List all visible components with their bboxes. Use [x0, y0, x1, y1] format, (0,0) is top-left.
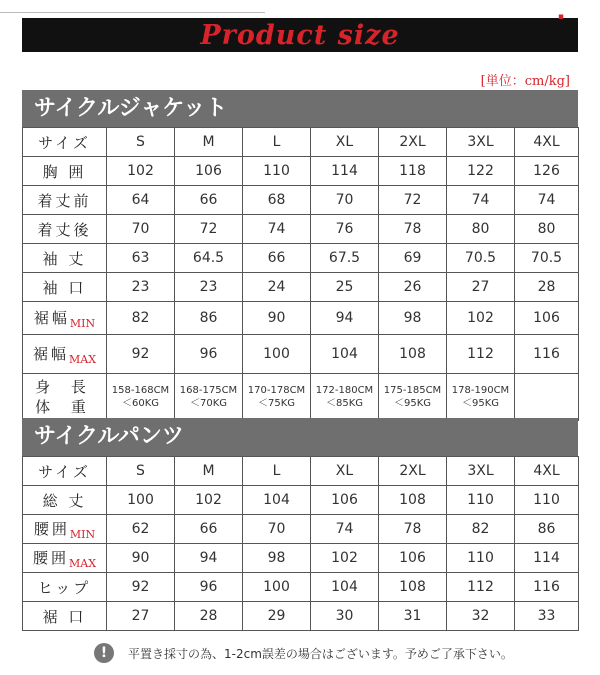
row-label-text: 胸 囲 — [42, 162, 87, 181]
fit-cell: 158-168CM ＜60KG — [107, 374, 175, 421]
table-cell: 67.5 — [311, 244, 379, 273]
table-cell: 25 — [311, 273, 379, 302]
table-cell: 86 — [515, 515, 579, 544]
row-label — [23, 128, 107, 157]
table-cell: 108 — [379, 335, 447, 374]
table-row — [23, 374, 579, 421]
row-label-text: サイズ — [38, 133, 91, 152]
table-row — [23, 157, 579, 186]
row-label-text: 着丈後 — [37, 220, 92, 239]
table-cell: 28 — [175, 602, 243, 631]
table-cell: 74 — [311, 515, 379, 544]
notice-text: 平置き採寸の為、1-2cm誤差の場合はございます。予めご了承下さい。 — [128, 646, 513, 661]
table-cell: 92 — [107, 335, 175, 374]
table-cell: 106 — [379, 544, 447, 573]
table-cell: 104 — [311, 335, 379, 374]
table-cell: 30 — [311, 602, 379, 631]
table-cell: 31 — [379, 602, 447, 631]
table-cell: 114 — [311, 157, 379, 186]
table-cell: XL — [311, 457, 379, 486]
table-cell: L — [243, 457, 311, 486]
row-label — [23, 602, 107, 631]
table-cell: M — [175, 457, 243, 486]
table-row — [23, 244, 579, 273]
table-cell: 102 — [311, 544, 379, 573]
table-row — [23, 215, 579, 244]
fit-cell: 168-175CM ＜70KG — [175, 374, 243, 421]
row-label-text: 腰囲 — [33, 519, 70, 538]
row-label — [23, 302, 107, 335]
table-cell: 29 — [243, 602, 311, 631]
table-cell: 32 — [447, 602, 515, 631]
table-cell: 76 — [311, 215, 379, 244]
table-cell: 23 — [107, 273, 175, 302]
table-row — [23, 602, 579, 631]
table-row — [23, 457, 579, 486]
row-label-tag: MIN — [69, 316, 96, 330]
table-cell: 108 — [379, 486, 447, 515]
table-cell: 64.5 — [175, 244, 243, 273]
table-row — [23, 302, 579, 335]
table-cell: 106 — [515, 302, 579, 335]
row-label — [23, 457, 107, 486]
table-row — [23, 515, 579, 544]
table-cell: 102 — [175, 486, 243, 515]
table-cell: 82 — [447, 515, 515, 544]
table-cell: 27 — [107, 602, 175, 631]
row-label: 身 長 体 重 — [23, 374, 107, 421]
row-label — [23, 244, 107, 273]
table-cell: 72 — [175, 215, 243, 244]
table-row — [23, 335, 579, 374]
table-cell: 98 — [379, 302, 447, 335]
row-label — [23, 486, 107, 515]
row-label — [23, 544, 107, 573]
fit-cell: 172-180CM ＜85KG — [311, 374, 379, 421]
table-cell: M — [175, 128, 243, 157]
table-cell: 70.5 — [515, 244, 579, 273]
pants-size-table — [22, 456, 579, 631]
table-cell: 104 — [243, 486, 311, 515]
row-label-text: 総 丈 — [42, 491, 87, 510]
table-cell: 27 — [447, 273, 515, 302]
table-cell: 70 — [311, 186, 379, 215]
table-row — [23, 544, 579, 573]
table-row — [23, 186, 579, 215]
table-cell: 104 — [311, 573, 379, 602]
row-label — [23, 215, 107, 244]
table-cell: 69 — [379, 244, 447, 273]
warning-icon: ! — [94, 643, 114, 663]
table-cell: 110 — [447, 486, 515, 515]
row-label-text: 裾幅 — [32, 344, 69, 363]
table-cell: XL — [311, 128, 379, 157]
table-cell: 66 — [243, 244, 311, 273]
table-cell: 102 — [107, 157, 175, 186]
table-cell: 110 — [243, 157, 311, 186]
table-cell: 106 — [311, 486, 379, 515]
table-cell: 74 — [447, 186, 515, 215]
jacket-size-table — [22, 127, 579, 421]
row-label-text: 裾幅 — [33, 308, 70, 327]
fit-cell: 175-185CM ＜95KG — [379, 374, 447, 421]
table-cell: 112 — [447, 573, 515, 602]
table-cell: 66 — [175, 186, 243, 215]
table-cell: 94 — [175, 544, 243, 573]
table-cell: 4XL — [515, 128, 579, 157]
table-cell: L — [243, 128, 311, 157]
table-cell: 122 — [447, 157, 515, 186]
table-cell: 110 — [515, 486, 579, 515]
notice — [94, 643, 513, 663]
table-cell: 4XL — [515, 457, 579, 486]
row-label — [23, 157, 107, 186]
row-label-text: 袖 丈 — [42, 249, 87, 268]
row-label — [23, 573, 107, 602]
table-cell: 116 — [515, 573, 579, 602]
fit-cell — [515, 374, 579, 421]
table-cell: 3XL — [447, 457, 515, 486]
table-cell: 74 — [515, 186, 579, 215]
unit-label: [単位：cm/kg] — [480, 74, 570, 89]
top-divider — [0, 12, 265, 13]
table-cell: 118 — [379, 157, 447, 186]
jacket-section-title: サイクルジャケット — [22, 90, 578, 128]
table-cell: 63 — [107, 244, 175, 273]
table-cell: 102 — [447, 302, 515, 335]
row-label-tag: MIN — [69, 527, 96, 541]
row-label — [23, 273, 107, 302]
banner — [22, 12, 578, 52]
banner-title: Product size — [200, 19, 400, 51]
table-cell: 2XL — [379, 457, 447, 486]
table-row — [23, 128, 579, 157]
table-row — [23, 273, 579, 302]
table-cell: 92 — [107, 573, 175, 602]
table-cell: 72 — [379, 186, 447, 215]
table-cell: 78 — [379, 515, 447, 544]
table-cell: 70 — [243, 515, 311, 544]
table-cell: 3XL — [447, 128, 515, 157]
table-cell: 126 — [515, 157, 579, 186]
fit-cell: 170-178CM ＜75KG — [243, 374, 311, 421]
table-cell: 106 — [175, 157, 243, 186]
row-label-tag: MAX — [68, 556, 97, 570]
table-cell: 24 — [243, 273, 311, 302]
row-label-text: 裾 口 — [42, 607, 87, 626]
table-cell: 96 — [175, 573, 243, 602]
table-cell: 100 — [107, 486, 175, 515]
table-cell: 26 — [379, 273, 447, 302]
pants-section-title: サイクルパンツ — [22, 418, 578, 456]
table-cell: 70.5 — [447, 244, 515, 273]
table-cell: 116 — [515, 335, 579, 374]
table-cell: 80 — [515, 215, 579, 244]
table-cell: 68 — [243, 186, 311, 215]
table-cell: 100 — [243, 573, 311, 602]
table-cell: 33 — [515, 602, 579, 631]
table-cell: 80 — [447, 215, 515, 244]
table-cell: 62 — [107, 515, 175, 544]
table-row — [23, 486, 579, 515]
table-cell: 82 — [107, 302, 175, 335]
table-cell: 78 — [379, 215, 447, 244]
table-cell: 23 — [175, 273, 243, 302]
table-cell: 98 — [243, 544, 311, 573]
table-cell: 90 — [107, 544, 175, 573]
table-cell: 90 — [243, 302, 311, 335]
table-cell: 74 — [243, 215, 311, 244]
table-cell: 86 — [175, 302, 243, 335]
fit-cell: 178-190CM ＜95KG — [447, 374, 515, 421]
table-cell: 100 — [243, 335, 311, 374]
table-cell: 96 — [175, 335, 243, 374]
table-cell: 110 — [447, 544, 515, 573]
table-cell: 114 — [515, 544, 579, 573]
table-cell: 94 — [311, 302, 379, 335]
row-label — [23, 515, 107, 544]
table-cell: 2XL — [379, 128, 447, 157]
row-label-text: 腰囲 — [32, 548, 69, 567]
row-label-text: 袖 口 — [42, 278, 87, 297]
table-cell: 66 — [175, 515, 243, 544]
row-label-text: ヒップ — [37, 578, 92, 597]
table-row — [23, 573, 579, 602]
table-cell: 70 — [107, 215, 175, 244]
row-label-text: サイズ — [38, 462, 91, 481]
table-cell: 64 — [107, 186, 175, 215]
table-cell: S — [107, 128, 175, 157]
row-label-text: 着丈前 — [37, 191, 92, 210]
row-label — [23, 186, 107, 215]
banner-mark: ▪ — [557, 12, 564, 22]
table-cell: 28 — [515, 273, 579, 302]
row-label — [23, 335, 107, 374]
table-cell: 112 — [447, 335, 515, 374]
table-cell: 108 — [379, 573, 447, 602]
table-cell: S — [107, 457, 175, 486]
row-label-tag: MAX — [68, 352, 97, 366]
